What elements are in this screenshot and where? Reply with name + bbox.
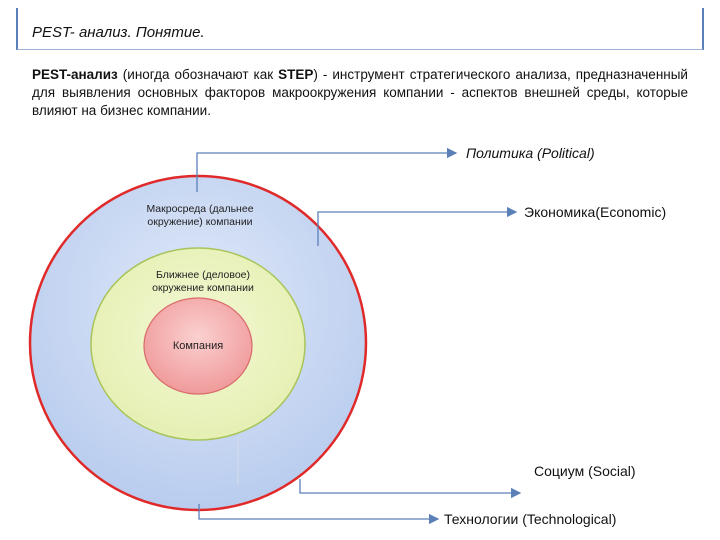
factor-social: Социум (Social)	[534, 463, 636, 479]
factor-economic: Экономика(Economic)	[524, 204, 667, 220]
outer-circle-label: Макросреда (дальнее окружение) компании	[146, 203, 254, 228]
description-part2: ) - инструмент стратегического анализа, предназначенный для выявления основных факторов макроокружения компании - аспектов внешней среды, которые влияют на бизнес компании.	[32, 67, 688, 118]
inner-circle-label: Компания	[172, 340, 224, 352]
social-connector	[300, 479, 520, 493]
term-step: STEP	[278, 67, 314, 82]
factor-political: Политика (Political)	[466, 145, 595, 161]
page-title: PEST- анализ. Понятие.	[32, 24, 205, 41]
economic-connector	[318, 212, 516, 246]
description-part1: (иногда обозначают как	[117, 67, 279, 82]
middle-circle-label: Ближнее (деловое) окружение компании	[152, 269, 254, 294]
term-pest: PEST-анализ	[32, 67, 118, 82]
factor-technological: Технологии (Technological)	[444, 511, 617, 527]
